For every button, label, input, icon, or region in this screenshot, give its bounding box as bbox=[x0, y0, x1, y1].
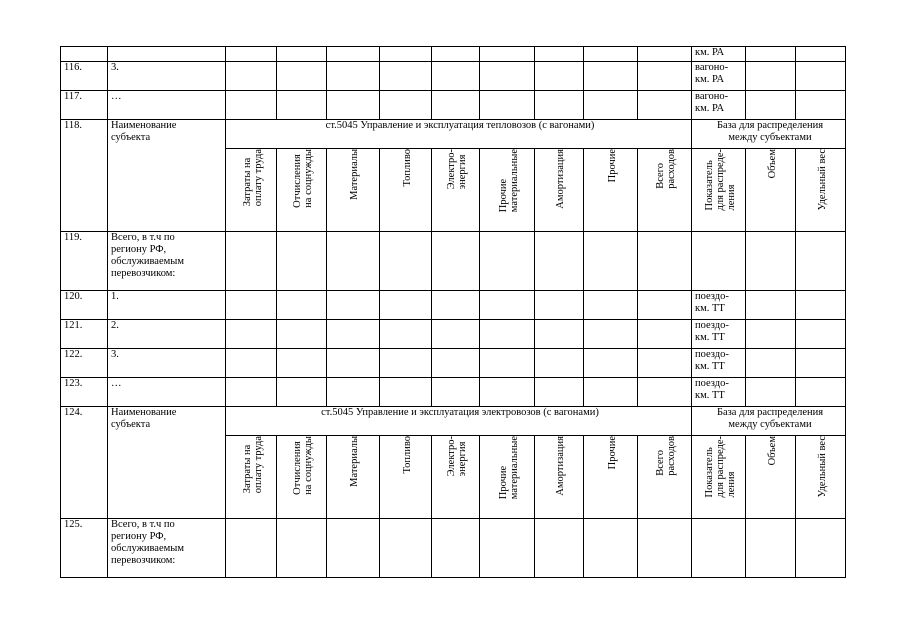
empty-cell bbox=[584, 232, 638, 291]
base-indicator bbox=[692, 519, 746, 578]
empty-cell bbox=[480, 62, 535, 91]
empty-cell bbox=[535, 47, 584, 62]
row-name: Всего, в т.ч по региону РФ, обслуживаемым перевозчиком: bbox=[108, 232, 226, 291]
cost-item-title: ст.5045 Управление и эксплуатация электровозов (с вагонами) bbox=[226, 407, 692, 436]
column-header-label: Прочие bbox=[606, 436, 618, 470]
empty-cell bbox=[380, 519, 432, 578]
cost-item-title: ст.5045 Управление и эксплуатация тепловозов (с вагонами) bbox=[226, 120, 692, 149]
empty-cell bbox=[584, 349, 638, 378]
empty-cell bbox=[327, 320, 380, 349]
empty-cell bbox=[535, 232, 584, 291]
column-header-other-materials bbox=[480, 436, 535, 519]
empty-cell bbox=[746, 291, 796, 320]
empty-cell bbox=[746, 62, 796, 91]
empty-cell bbox=[584, 291, 638, 320]
column-header-label: Электро- энергия bbox=[446, 436, 468, 477]
row-number bbox=[61, 47, 108, 62]
base-indicator: поездо- км. ТТ bbox=[692, 378, 746, 407]
column-header-label: Объем bbox=[766, 149, 778, 179]
empty-cell bbox=[226, 62, 277, 91]
column-header-indicator bbox=[692, 436, 746, 519]
row-name-header: Наименование субъекта bbox=[108, 407, 226, 519]
column-header-label: Объем bbox=[766, 436, 778, 466]
column-header-label: Отчисления на соцнужды bbox=[292, 436, 314, 495]
column-header-energy bbox=[432, 436, 480, 519]
empty-cell bbox=[535, 519, 584, 578]
empty-cell bbox=[638, 232, 692, 291]
row-name: Всего, в т.ч по региону РФ, обслуживаемым перевозчиком: bbox=[108, 519, 226, 578]
empty-cell bbox=[638, 291, 692, 320]
column-header-label: Всего расходов bbox=[655, 436, 677, 476]
row-number: 119. bbox=[61, 232, 108, 291]
empty-cell bbox=[535, 91, 584, 120]
column-header-label: Материалы bbox=[349, 436, 360, 487]
empty-cell bbox=[796, 519, 846, 578]
column-header-label: Материалы bbox=[349, 149, 360, 200]
empty-cell bbox=[746, 320, 796, 349]
table-row-119 bbox=[61, 232, 846, 291]
column-header-label: Электро- энергия bbox=[446, 149, 468, 190]
table-row-121 bbox=[61, 320, 846, 349]
table-row-123 bbox=[61, 378, 846, 407]
column-header-label: Показатель для распреде- ления bbox=[703, 436, 737, 498]
empty-cell bbox=[746, 232, 796, 291]
column-header-fuel bbox=[380, 149, 432, 232]
row-number: 116. bbox=[61, 62, 108, 91]
empty-cell bbox=[380, 378, 432, 407]
header-row-124 bbox=[61, 407, 846, 436]
empty-cell bbox=[746, 378, 796, 407]
empty-cell bbox=[584, 378, 638, 407]
row-number: 121. bbox=[61, 320, 108, 349]
empty-cell bbox=[796, 62, 846, 91]
empty-cell bbox=[480, 291, 535, 320]
row-name: … bbox=[108, 378, 226, 407]
column-header-materials bbox=[327, 149, 380, 232]
base-indicator bbox=[692, 232, 746, 291]
column-header-social bbox=[277, 149, 327, 232]
empty-cell bbox=[746, 519, 796, 578]
empty-cell bbox=[277, 349, 327, 378]
column-header-social bbox=[277, 436, 327, 519]
column-header-label: Прочие bbox=[606, 149, 618, 183]
empty-cell bbox=[584, 320, 638, 349]
empty-cell bbox=[226, 320, 277, 349]
empty-cell bbox=[226, 378, 277, 407]
empty-cell bbox=[432, 378, 480, 407]
empty-cell bbox=[535, 62, 584, 91]
empty-cell bbox=[584, 519, 638, 578]
empty-cell bbox=[535, 291, 584, 320]
empty-cell bbox=[480, 320, 535, 349]
row-name: … bbox=[108, 91, 226, 120]
empty-cell bbox=[480, 349, 535, 378]
row-name: 2. bbox=[108, 320, 226, 349]
empty-cell bbox=[277, 62, 327, 91]
column-header-other-materials bbox=[480, 149, 535, 232]
column-header-label: Амортизация bbox=[555, 149, 566, 209]
empty-cell bbox=[327, 62, 380, 91]
column-header-materials bbox=[327, 436, 380, 519]
empty-cell bbox=[796, 232, 846, 291]
empty-cell bbox=[226, 47, 277, 62]
empty-cell bbox=[327, 378, 380, 407]
row-number: 125. bbox=[61, 519, 108, 578]
column-header-share bbox=[796, 436, 846, 519]
empty-cell bbox=[535, 349, 584, 378]
empty-cell bbox=[638, 62, 692, 91]
empty-cell bbox=[226, 91, 277, 120]
empty-cell bbox=[432, 91, 480, 120]
empty-cell bbox=[535, 320, 584, 349]
empty-cell bbox=[584, 62, 638, 91]
column-header-label: Топливо bbox=[401, 149, 413, 187]
table-row-122 bbox=[61, 349, 846, 378]
cost-allocation-table bbox=[60, 46, 846, 578]
empty-cell bbox=[277, 91, 327, 120]
column-header-volume bbox=[746, 436, 796, 519]
header-row-118 bbox=[61, 120, 846, 149]
empty-cell bbox=[584, 91, 638, 120]
empty-cell bbox=[380, 91, 432, 120]
empty-cell bbox=[327, 47, 380, 62]
table-row-117 bbox=[61, 91, 846, 120]
column-header-amortization bbox=[535, 149, 584, 232]
base-indicator: вагоно- км. РА bbox=[692, 91, 746, 120]
empty-cell bbox=[432, 232, 480, 291]
empty-cell bbox=[746, 91, 796, 120]
column-header-label: Топливо bbox=[401, 436, 413, 474]
table-row-continued bbox=[61, 47, 846, 62]
empty-cell bbox=[796, 47, 846, 62]
empty-cell bbox=[432, 349, 480, 378]
empty-cell bbox=[746, 47, 796, 62]
column-header-fuel bbox=[380, 436, 432, 519]
empty-cell bbox=[480, 91, 535, 120]
empty-cell bbox=[380, 291, 432, 320]
empty-cell bbox=[226, 519, 277, 578]
empty-cell bbox=[638, 47, 692, 62]
column-header-label: Прочие материальные bbox=[497, 149, 520, 213]
row-number: 118. bbox=[61, 120, 108, 232]
empty-cell bbox=[226, 349, 277, 378]
column-header-total bbox=[638, 436, 692, 519]
base-indicator: км. РА bbox=[692, 47, 746, 62]
empty-cell bbox=[277, 47, 327, 62]
empty-cell bbox=[638, 320, 692, 349]
table-row-125 bbox=[61, 519, 846, 578]
empty-cell bbox=[638, 91, 692, 120]
empty-cell bbox=[327, 291, 380, 320]
column-header-label: Амортизация bbox=[555, 436, 566, 496]
column-header-other bbox=[584, 436, 638, 519]
empty-cell bbox=[327, 519, 380, 578]
empty-cell bbox=[432, 47, 480, 62]
row-number: 124. bbox=[61, 407, 108, 519]
empty-cell bbox=[380, 232, 432, 291]
empty-cell bbox=[380, 349, 432, 378]
row-number: 123. bbox=[61, 378, 108, 407]
empty-cell bbox=[277, 519, 327, 578]
column-header-amortization bbox=[535, 436, 584, 519]
empty-cell bbox=[480, 378, 535, 407]
empty-cell bbox=[638, 349, 692, 378]
column-header-label: Удельный вес bbox=[816, 149, 828, 211]
column-header-indicator bbox=[692, 149, 746, 232]
empty-cell bbox=[796, 320, 846, 349]
row-number: 117. bbox=[61, 91, 108, 120]
column-header-other bbox=[584, 149, 638, 232]
column-header-energy bbox=[432, 149, 480, 232]
empty-cell bbox=[432, 320, 480, 349]
empty-cell bbox=[796, 349, 846, 378]
distribution-base-title: База для распределения между субъектами bbox=[692, 407, 846, 436]
empty-cell bbox=[277, 378, 327, 407]
empty-cell bbox=[480, 519, 535, 578]
base-indicator: поездо- км. ТТ bbox=[692, 291, 746, 320]
row-name: 3. bbox=[108, 349, 226, 378]
empty-cell bbox=[535, 378, 584, 407]
column-header-label: Отчисления на соцнужды bbox=[292, 149, 314, 208]
empty-cell bbox=[480, 47, 535, 62]
column-header-label: Показатель для распреде- ления bbox=[703, 149, 737, 211]
empty-cell bbox=[746, 349, 796, 378]
row-name bbox=[108, 47, 226, 62]
empty-cell bbox=[432, 62, 480, 91]
empty-cell bbox=[380, 62, 432, 91]
empty-cell bbox=[480, 232, 535, 291]
empty-cell bbox=[638, 519, 692, 578]
empty-cell bbox=[327, 91, 380, 120]
row-name: 3. bbox=[108, 62, 226, 91]
empty-cell bbox=[584, 47, 638, 62]
empty-cell bbox=[327, 232, 380, 291]
empty-cell bbox=[226, 232, 277, 291]
empty-cell bbox=[432, 519, 480, 578]
column-header-label: Прочие материальные bbox=[497, 436, 520, 500]
base-indicator: поездо- км. ТТ bbox=[692, 349, 746, 378]
base-indicator: вагоно- км. РА bbox=[692, 62, 746, 91]
distribution-base-title: База для распределения между субъектами bbox=[692, 120, 846, 149]
base-indicator: поездо- км. ТТ bbox=[692, 320, 746, 349]
row-number: 120. bbox=[61, 291, 108, 320]
column-header-share bbox=[796, 149, 846, 232]
column-header-volume bbox=[746, 149, 796, 232]
empty-cell bbox=[277, 291, 327, 320]
empty-cell bbox=[226, 291, 277, 320]
table-row-116 bbox=[61, 62, 846, 91]
column-header-labor bbox=[226, 149, 277, 232]
column-header-label: Всего расходов bbox=[655, 149, 677, 189]
row-number: 122. bbox=[61, 349, 108, 378]
empty-cell bbox=[432, 291, 480, 320]
empty-cell bbox=[277, 232, 327, 291]
empty-cell bbox=[796, 91, 846, 120]
row-name-header: Наименование субъекта bbox=[108, 120, 226, 232]
column-header-label: Удельный вес bbox=[816, 436, 828, 498]
empty-cell bbox=[380, 320, 432, 349]
column-header-label: Затраты на оплату труда bbox=[241, 436, 264, 494]
empty-cell bbox=[327, 349, 380, 378]
column-header-total bbox=[638, 149, 692, 232]
column-header-label: Затраты на оплату труда bbox=[241, 149, 264, 207]
empty-cell bbox=[796, 378, 846, 407]
column-header-labor bbox=[226, 436, 277, 519]
empty-cell bbox=[277, 320, 327, 349]
empty-cell bbox=[638, 378, 692, 407]
row-name: 1. bbox=[108, 291, 226, 320]
empty-cell bbox=[796, 291, 846, 320]
table-row-120 bbox=[61, 291, 846, 320]
empty-cell bbox=[380, 47, 432, 62]
